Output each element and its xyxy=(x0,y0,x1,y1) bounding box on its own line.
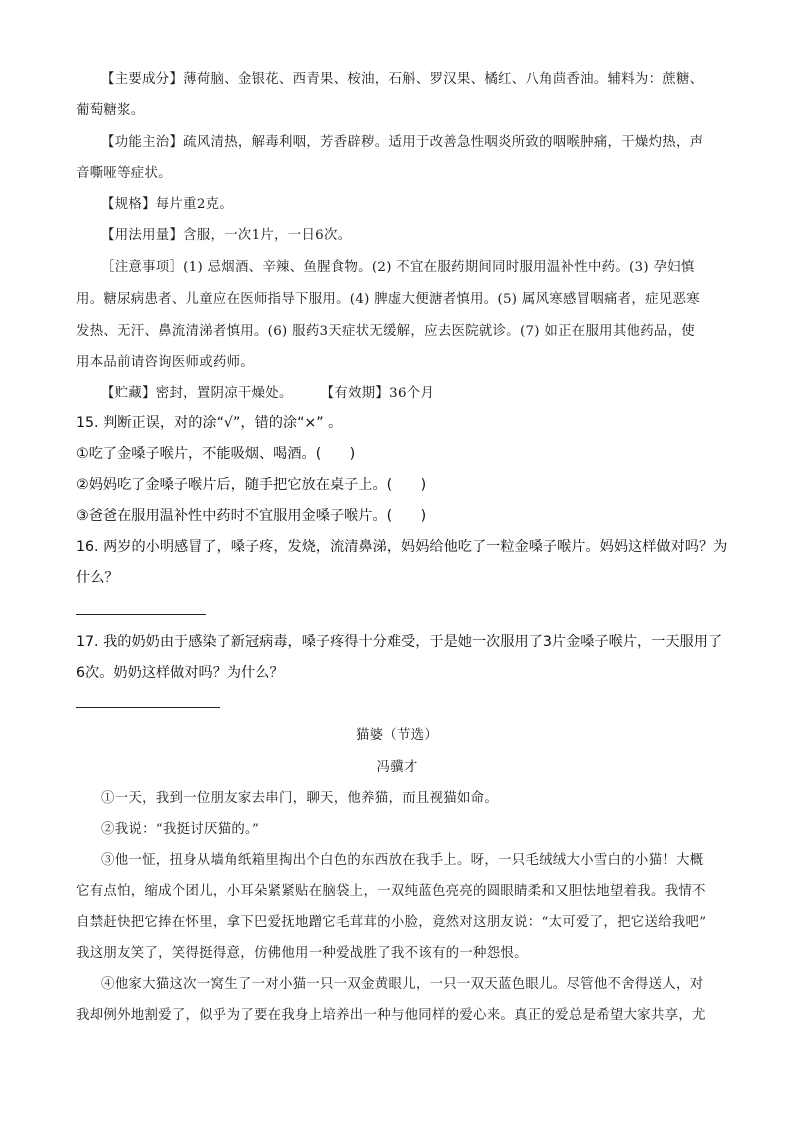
function-line-1: 【功能主治】疏风清热，解毒利咽，芳香辟秽。适用于改善急性咽炎所致的咽喉肿痛，干燥灼热，声 xyxy=(101,135,704,150)
storage-expiry-line xyxy=(101,382,434,401)
passage-author: 冯骥才 xyxy=(376,760,418,775)
notes-line-1: ［注意事项］(1) 忌烟酒、辛辣、鱼腥食物。(2) 不宜在服药期间同时服用温补性中药。(3) 孕妇慎 xyxy=(101,260,695,275)
q16-line-2: 什么？ xyxy=(76,570,119,586)
ingredients-line-1: 【主要成分】薄荷脑、金银花、西青果、桉油，石斛、罗汉果、橘红、八角茴香油。辅料为：蔗糖、 xyxy=(101,72,704,87)
notes-line-3: 发热、无汗、鼻流清涕者慎用。(6) 服药3天症状无缓解，应去医院就诊。(7) 如正在服用其他药品，使 xyxy=(76,324,695,339)
notes-line-4: 用本品前请咨询医师或药师。 xyxy=(76,355,254,370)
q15-prompt: 15. 判断正误，对的涂“√”，错的涂“×” 。 xyxy=(76,415,343,431)
paragraph-2: ②我说：“我挺讨厌猫的。” xyxy=(101,822,260,837)
q15-item-2: ②妈妈吃了金嗓子喉片后，随手把它放在桌子上。( ) xyxy=(76,477,427,493)
expiry-text: 【有效期】36个月 xyxy=(320,386,435,401)
q16-line-1: 16. 两岁的小明感冒了，嗓子疼，发烧，流清鼻涕，妈妈给他吃了一粒金嗓子喉片。妈妈这样做对吗？为 xyxy=(76,539,728,555)
paragraph-4-line-1: ④他家大猫这次一窝生了一对小猫一只一双金黄眼儿，一只一双天蓝色眼儿。尽管他不舍得送人，对 xyxy=(101,977,704,992)
paragraph-3-line-3: 自禁赶快把它捧在怀里，拿下巴爱抚地蹭它毛茸茸的小脸，竟然对这朋友说：“太可爱了，把它送给我吧” xyxy=(76,915,707,930)
notes-line-2: 用。糖尿病患者、儿童应在医师指导下服用。(4) 脾虚大便溏者慎用。(5) 属风寒感冒咽痛者，症见恶寒 xyxy=(76,292,700,307)
paragraph-3-line-1: ③他一怔，扭身从墙角纸箱里掏出个白色的东西放在我手上。呀，一只毛绒绒大小雪白的小猫！大概 xyxy=(101,853,704,868)
q15-item-1: ①吃了金嗓子喉片，不能吸烟、喝酒。( ) xyxy=(76,446,356,462)
ingredients-line-2: 葡萄糖浆。 xyxy=(76,103,145,118)
q17-answer-line[interactable] xyxy=(76,707,220,708)
paragraph-4-line-2: 我却例外地割爱了，似乎为了要在我身上培养出一种与他同样的爱心来。真正的爱总是希望大家共享，尤 xyxy=(76,1008,706,1023)
paragraph-3-line-2: 它有点怕，缩成个团儿，小耳朵紧紧贴在脑袋上，一双纯蓝色亮亮的圆眼睛柔和又胆怯地望着我。我情不 xyxy=(76,884,706,899)
q17-line-2: 6次。奶奶这样做对吗？为什么？ xyxy=(76,665,284,681)
q16-answer-line[interactable] xyxy=(76,614,206,615)
q17-line-1: 17. 我的奶奶由于感染了新冠病毒，嗓子疼得十分难受，于是她一次服用了3片金嗓子喉片，一天服用了 xyxy=(76,634,723,650)
function-line-2: 音嘶哑等症状。 xyxy=(76,166,172,181)
q15-item-3: ③爸爸在服用温补性中药时不宜服用金嗓子喉片。( ) xyxy=(76,508,427,524)
paragraph-1: ①一天，我到一位朋友家去串门，聊天，他养猫，而且视猫如命。 xyxy=(101,791,499,806)
paragraph-3-line-4: 我这朋友笑了，笑得挺得意，仿佛他用一种爱战胜了我不该有的一种怨恨。 xyxy=(76,946,528,961)
storage-text: 【贮藏】密封，置阴凉干燥处。 xyxy=(101,386,293,401)
passage-title: 猫婆（节选） xyxy=(355,728,439,743)
dosage-line: 【用法用量】含服，一次1片，一日6次。 xyxy=(101,228,352,243)
spec-line: 【规格】每片重2克。 xyxy=(101,197,234,212)
